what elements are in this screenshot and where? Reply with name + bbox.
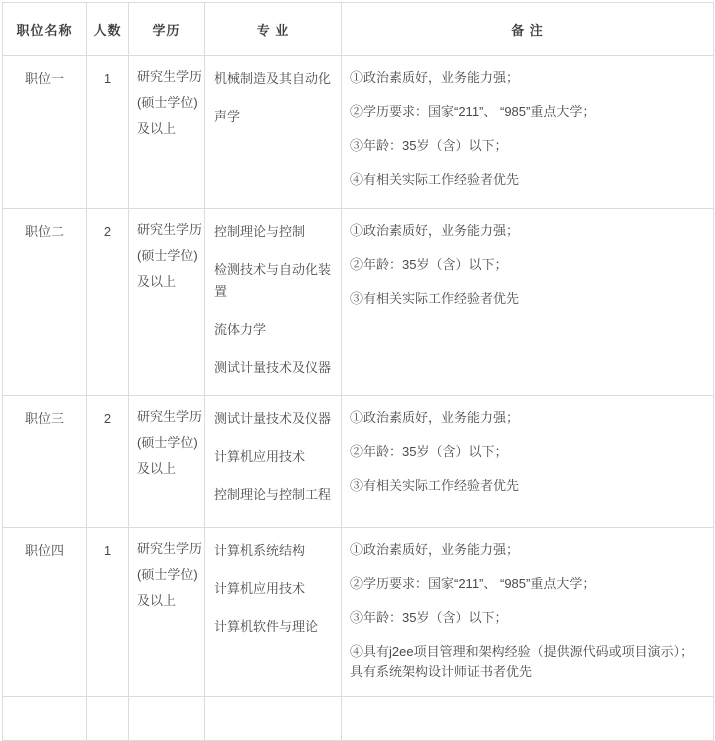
remark-item: ①政治素质好，业务能力强； [350, 223, 520, 238]
majors-cell [205, 209, 342, 396]
major-item: 计算机应用技术 [214, 449, 306, 464]
table-row [3, 528, 714, 697]
position-cell [3, 697, 87, 741]
column-header-remarks: 备 注 [342, 3, 714, 56]
recruitment-table [2, 2, 714, 741]
position-cell: 职位四 [3, 528, 87, 697]
position-cell: 职位二 [3, 209, 87, 396]
position-cell: 职位一 [3, 56, 87, 209]
major-item: 控制理论与控制 [214, 224, 306, 239]
column-header-majors: 专 业 [205, 3, 342, 56]
count-cell: 1 [87, 56, 129, 209]
remark-item: ④具有j2ee项目管理和架构经验（提供源代码或项目演示）；具有系统架构设计师证书者优先 [350, 644, 694, 679]
major-item: 检测技术与自动化装置 [214, 262, 332, 299]
column-header-position: 职位名称 [3, 3, 87, 56]
count-cell: 2 [87, 396, 129, 528]
remark-item: ③年龄：35岁（含）以下； [350, 138, 508, 153]
major-item: 声学 [214, 109, 241, 124]
major-item: 测试计量技术及仪器 [214, 411, 332, 426]
header-row [3, 3, 714, 56]
major-item: 流体力学 [214, 322, 267, 337]
majors-cell [205, 396, 342, 528]
remark-item: ③有相关实际工作经验者优先 [350, 478, 520, 493]
count-cell: 1 [87, 528, 129, 697]
recruitment-table-wrapper [2, 2, 714, 741]
position-cell: 职位三 [3, 396, 87, 528]
education-cell: 研究生学历(硕士学位)及以上 [129, 528, 205, 697]
majors-cell [205, 56, 342, 209]
education-cell: 研究生学历(硕士学位)及以上 [129, 396, 205, 528]
remark-item: ①政治素质好，业务能力强； [350, 410, 520, 425]
remarks-cell [342, 528, 714, 697]
remark-item: ③年龄：35岁（含）以下； [350, 610, 508, 625]
table-row [3, 209, 714, 396]
remarks-cell [342, 209, 714, 396]
table-body [3, 56, 714, 741]
major-item: 计算机软件与理论 [214, 619, 319, 634]
major-item: 测试计量技术及仪器 [214, 360, 332, 375]
major-item: 计算机应用技术 [214, 581, 306, 596]
remark-item: ②年龄：35岁（含）以下； [350, 257, 508, 272]
column-header-education: 学历 [129, 3, 205, 56]
remarks-cell [342, 396, 714, 528]
remark-item: ①政治素质好，业务能力强； [350, 70, 520, 85]
education-cell: 研究生学历(硕士学位)及以上 [129, 209, 205, 396]
majors-cell [205, 528, 342, 697]
major-item: 机械制造及其自动化 [214, 71, 332, 86]
remark-item: ②学历要求：国家“211”、 “985”重点大学； [350, 576, 596, 591]
remark-item: ③有相关实际工作经验者优先 [350, 291, 520, 306]
education-cell [129, 697, 205, 741]
remark-item: ②学历要求：国家“211”、 “985”重点大学； [350, 104, 596, 119]
table-header [3, 3, 714, 56]
remarks-cell [342, 697, 714, 741]
remark-item: ①政治素质好，业务能力强； [350, 542, 520, 557]
count-cell: 2 [87, 209, 129, 396]
major-item: 计算机系统结构 [214, 543, 306, 558]
table-row [3, 56, 714, 209]
major-item: 控制理论与控制工程 [214, 487, 332, 502]
table-row [3, 396, 714, 528]
remarks-cell [342, 56, 714, 209]
education-cell: 研究生学历(硕士学位)及以上 [129, 56, 205, 209]
count-cell [87, 697, 129, 741]
remark-item: ②年龄：35岁（含）以下； [350, 444, 508, 459]
column-header-count: 人数 [87, 3, 129, 56]
majors-cell [205, 697, 342, 741]
table-row [3, 697, 714, 741]
remark-item: ④有相关实际工作经验者优先 [350, 172, 520, 187]
